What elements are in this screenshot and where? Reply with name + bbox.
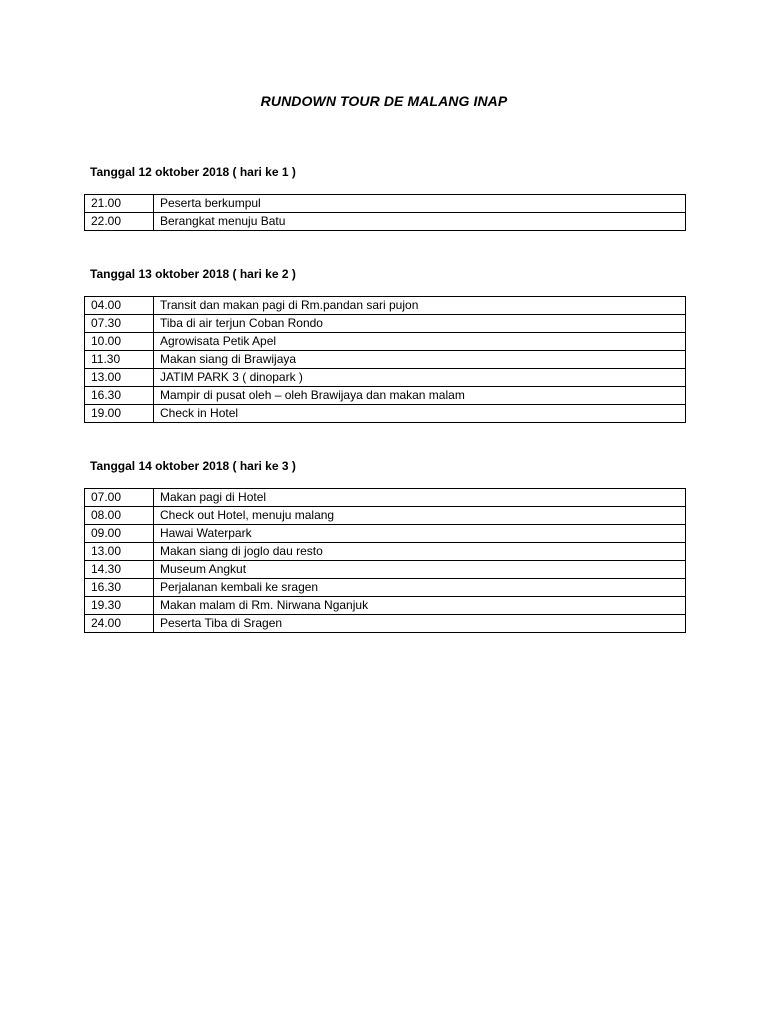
time-cell: 19.30 <box>85 597 154 615</box>
activity-cell: JATIM PARK 3 ( dinopark ) <box>154 369 686 387</box>
day-2-section <box>84 265 686 423</box>
activity-cell: Berangkat menuju Batu <box>154 213 686 231</box>
day-heading: Tanggal 12 oktober 2018 ( hari ke 1 ) <box>90 165 296 179</box>
table-row <box>85 525 686 543</box>
table-row <box>85 507 686 525</box>
time-cell: 08.00 <box>85 507 154 525</box>
day-1-section <box>84 163 686 231</box>
table-row <box>85 597 686 615</box>
schedule-table <box>84 194 686 231</box>
time-cell: 22.00 <box>85 213 154 231</box>
time-cell: 13.00 <box>85 369 154 387</box>
activity-cell: Makan malam di Rm. Nirwana Nganjuk <box>154 597 686 615</box>
time-cell: 04.00 <box>85 297 154 315</box>
table-row <box>85 333 686 351</box>
activity-cell: Check out Hotel, menuju malang <box>154 507 686 525</box>
activity-cell: Makan pagi di Hotel <box>154 489 686 507</box>
time-cell: 14.30 <box>85 561 154 579</box>
time-cell: 16.30 <box>85 387 154 405</box>
time-cell: 07.00 <box>85 489 154 507</box>
day-heading: Tanggal 14 oktober 2018 ( hari ke 3 ) <box>90 459 296 473</box>
schedule-table <box>84 488 686 633</box>
document-title: RUNDOWN TOUR DE MALANG INAP <box>260 93 508 109</box>
table-row <box>85 489 686 507</box>
activity-cell: Check in Hotel <box>154 405 686 423</box>
table-row <box>85 543 686 561</box>
time-cell: 09.00 <box>85 525 154 543</box>
time-cell: 24.00 <box>85 615 154 633</box>
activity-cell: Mampir di pusat oleh – oleh Brawijaya dan makan malam <box>154 387 686 405</box>
activity-cell: Tiba di air terjun Coban Rondo <box>154 315 686 333</box>
day-3-section <box>84 457 686 633</box>
table-row <box>85 315 686 333</box>
table-row <box>85 351 686 369</box>
activity-cell: Transit dan makan pagi di Rm.pandan sari pujon <box>154 297 686 315</box>
time-cell: 07.30 <box>85 315 154 333</box>
table-row <box>85 615 686 633</box>
activity-cell: Perjalanan kembali ke sragen <box>154 579 686 597</box>
activity-cell: Hawai Waterpark <box>154 525 686 543</box>
activity-cell: Museum Angkut <box>154 561 686 579</box>
activity-cell: Peserta Tiba di Sragen <box>154 615 686 633</box>
time-cell: 11.30 <box>85 351 154 369</box>
table-row <box>85 297 686 315</box>
table-row <box>85 405 686 423</box>
table-row <box>85 213 686 231</box>
time-cell: 21.00 <box>85 195 154 213</box>
table-row <box>85 387 686 405</box>
time-cell: 13.00 <box>85 543 154 561</box>
activity-cell: Agrowisata Petik Apel <box>154 333 686 351</box>
time-cell: 10.00 <box>85 333 154 351</box>
time-cell: 19.00 <box>85 405 154 423</box>
activity-cell: Peserta berkumpul <box>154 195 686 213</box>
time-cell: 16.30 <box>85 579 154 597</box>
table-row <box>85 561 686 579</box>
day-heading: Tanggal 13 oktober 2018 ( hari ke 2 ) <box>90 267 296 281</box>
table-row <box>85 579 686 597</box>
table-row <box>85 195 686 213</box>
table-row <box>85 369 686 387</box>
schedule-table <box>84 296 686 423</box>
activity-cell: Makan siang di joglo dau resto <box>154 543 686 561</box>
activity-cell: Makan siang di Brawijaya <box>154 351 686 369</box>
